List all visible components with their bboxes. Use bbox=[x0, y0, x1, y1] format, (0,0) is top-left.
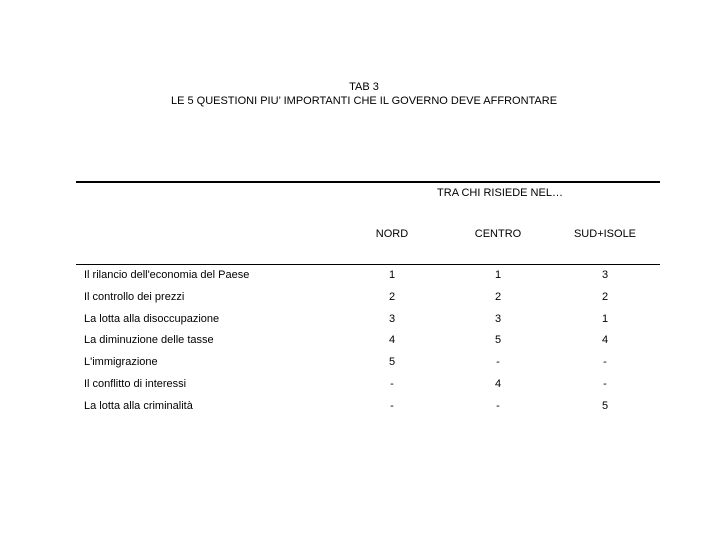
title-line-2: LE 5 QUESTIONI PIU’ IMPORTANTI CHE IL GOVERNO DEVE AFFRONTARE bbox=[170, 95, 558, 107]
table-cell: - bbox=[390, 399, 394, 412]
table-cell: 4 bbox=[494, 378, 502, 390]
table-cell: 4 bbox=[601, 334, 609, 347]
column-header-sud-isole: SUD+ISOLE bbox=[573, 228, 637, 240]
table-cell: - bbox=[603, 378, 607, 390]
table-cell: 5 bbox=[494, 334, 502, 347]
column-group-header: TRA CHI RISIEDE NEL… bbox=[437, 187, 563, 199]
table-cell: - bbox=[496, 399, 500, 412]
table-title bbox=[0, 80, 720, 108]
table-row-label: Il conflitto di interessi bbox=[84, 378, 187, 390]
table-cell: 2 bbox=[388, 290, 396, 303]
table-row-label: Il controllo dei prezzi bbox=[84, 290, 185, 303]
table-cell: 3 bbox=[494, 312, 502, 325]
table-top-rule bbox=[76, 181, 660, 183]
table-cell: - bbox=[390, 378, 394, 390]
table-cell: 1 bbox=[494, 269, 502, 281]
column-header-centro: CENTRO bbox=[474, 228, 522, 240]
table-cell: 3 bbox=[601, 269, 609, 281]
table-row-label: L'immigrazione bbox=[84, 356, 158, 369]
table-header-rule bbox=[76, 264, 660, 265]
table-cell: 1 bbox=[388, 269, 396, 281]
table-cell: - bbox=[603, 356, 607, 369]
table-cell: 5 bbox=[601, 399, 609, 412]
title-line-1: TAB 3 bbox=[349, 81, 379, 93]
table-cell: 3 bbox=[388, 312, 396, 325]
column-header-nord: NORD bbox=[375, 228, 409, 240]
table-cell: - bbox=[496, 356, 500, 369]
table-cell: 1 bbox=[601, 312, 609, 325]
table-cell: 2 bbox=[601, 290, 609, 303]
table-row-label: La lotta alla disoccupazione bbox=[84, 312, 220, 325]
table-row-label: La diminuzione delle tasse bbox=[84, 334, 214, 347]
table-cell: 4 bbox=[388, 334, 396, 347]
table-cell: 5 bbox=[388, 356, 396, 369]
table-row-label: La lotta alla criminalità bbox=[84, 399, 193, 412]
table-cell: 2 bbox=[494, 290, 502, 303]
table-row-label: Il rilancio dell'economia del Paese bbox=[84, 269, 250, 281]
